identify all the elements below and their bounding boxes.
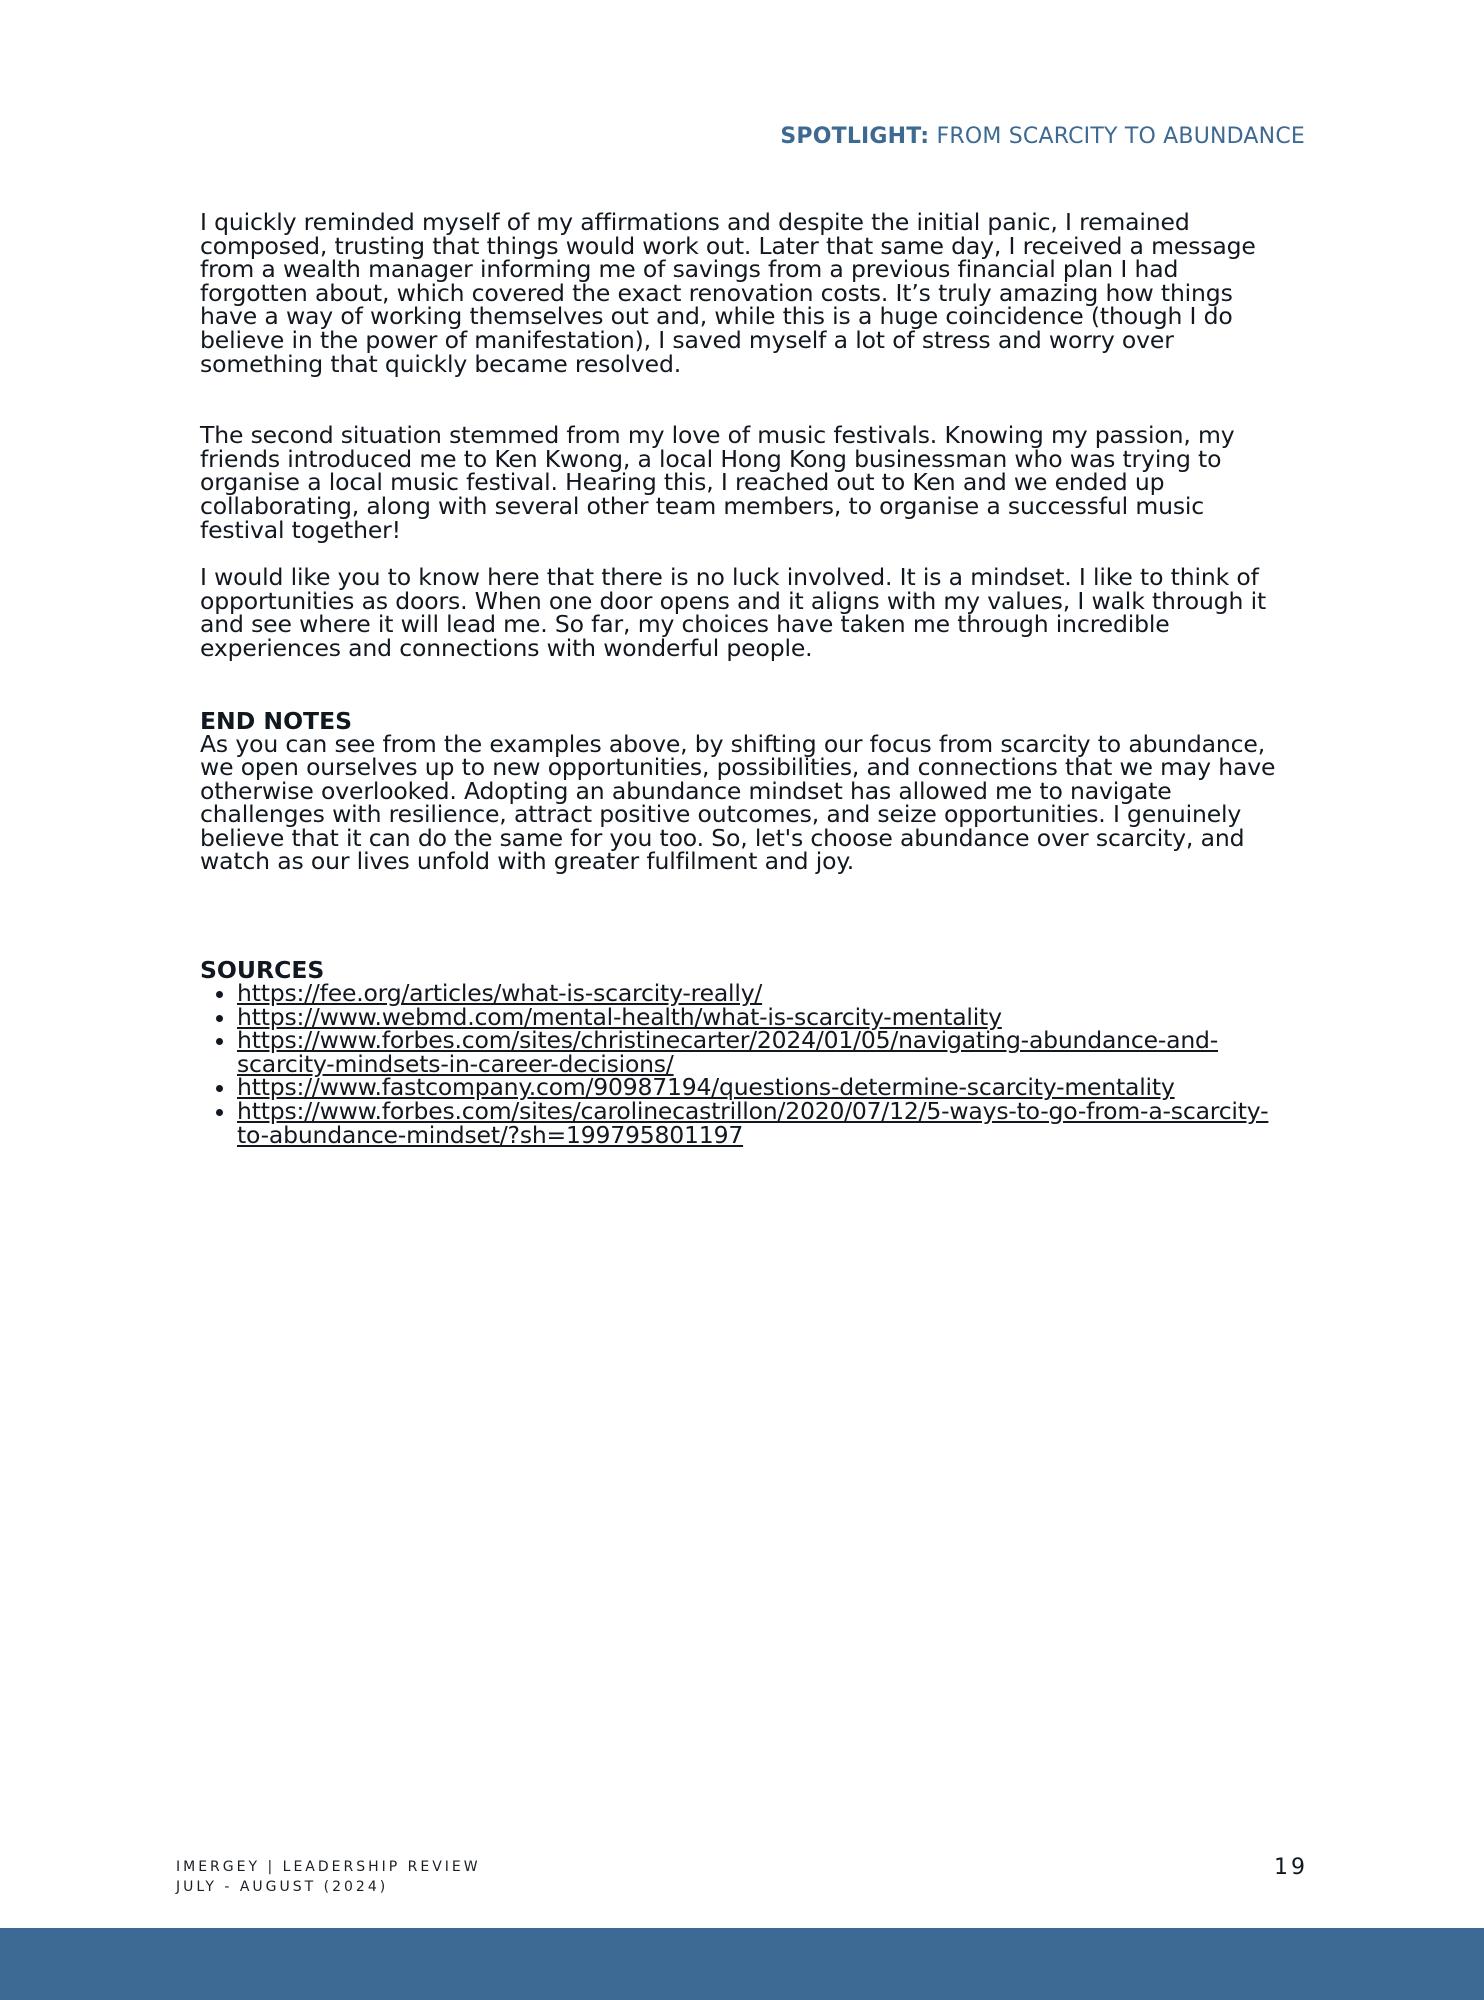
paragraph-1: I quickly reminded myself of my affirmations and despite the initial panic, I remained composed, trusting that things would work out. Later that same day, I received a message from a wealth manager informing me of savings from a previous financial plan I had forgotten about, which covered the exact renovation costs. It’s truly amazing how things have a way of working themselves out and, while this is a huge coincidence (though I do believe in the power of manifestation), I saved myself a lot of stress and worry over something that quickly became resolved.	[200, 208, 1256, 378]
paragraph-3: I would like you to know here that there is no luck involved. It is a mindset. I like to think of opportunities as doors. When one door opens and it aligns with my values, I walk through it and see where it will lead me. So far, my choices have taken me through incredible experiences and connections with wonderful people.	[200, 563, 1267, 662]
source-link[interactable]: • https://www.forbes.com/sites/christinecarter/2024/01/05/navigating-abundance-and-scarcity-mindsets-in-career-decisions/	[237, 1029, 1290, 1076]
source-link[interactable]: • https://www.forbes.com/sites/carolinecastrillon/2020/07/12/5-ways-to-go-from-a-scarcity-to-abundance-mindset/?sh=199795801197	[237, 1100, 1290, 1147]
sources-list	[200, 979, 1290, 1149]
spotlight-header	[780, 124, 1305, 149]
header-title: FROM SCARCITY TO ABUNDANCE	[936, 124, 1305, 149]
page-number: 19	[1274, 1855, 1308, 1880]
source-link[interactable]: • https://www.webmd.com/mental-health/what-is-scarcity-mentality	[237, 1006, 1290, 1030]
publication-name: IMERGEY | LEADERSHIP REVIEW	[176, 1859, 481, 1875]
source-link[interactable]: • https://fee.org/articles/what-is-scarcity-really/	[237, 982, 1290, 1006]
article-body	[200, 208, 1290, 1149]
end-notes-text: As you can see from the examples above, by shifting our focus from scarcity to abundance, we open ourselves up to new opportunities, possibilities, and connections that we may have otherwise overlooked. Adopting an abundance mindset has allowed me to navigate challenges with resilience, attract positive outcomes, and seize opportunities. I genuinely believe that it can do the same for you too. So, let's choose abundance over scarcity, and watch as our lives unfold with greater fulfilment and joy.	[200, 729, 1276, 876]
sources-title: SOURCES	[200, 956, 325, 985]
footer-publication-info	[176, 1857, 481, 1897]
source-link[interactable]: • https://www.fastcompany.com/90987194/questions-determine-scarcity-mentality	[237, 1076, 1290, 1100]
paragraph-2: The second situation stemmed from my love of music festivals. Knowing my passion, my friends introduced me to Ken Kwong, a local Hong Kong businessman who was trying to organise a local music festival. Hearing this, I reached out to Ken and we ended up collaborating, along with several other team members, to organise a successful music festival together!	[200, 421, 1235, 544]
header-label: SPOTLIGHT:	[780, 124, 930, 149]
footer-color-bar	[0, 1928, 1484, 2000]
end-notes-title: END NOTES	[200, 706, 353, 735]
issue-date: JULY - AUGUST (2024)	[176, 1879, 389, 1895]
